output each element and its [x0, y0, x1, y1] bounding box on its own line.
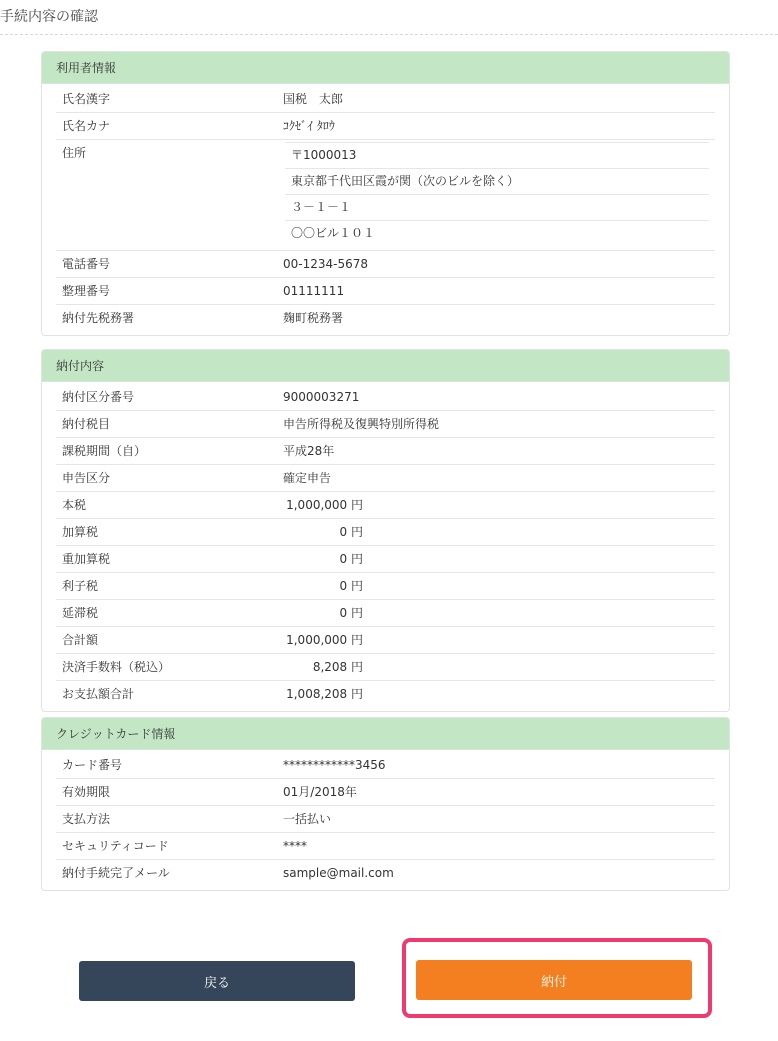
info-row: [56, 806, 715, 833]
info-row: [56, 860, 715, 886]
row-label: 住所: [62, 146, 87, 160]
info-row: [56, 681, 715, 707]
row-label: セキュリティコード: [62, 839, 169, 853]
row-value: 01月/2018年: [283, 785, 357, 799]
info-row: [56, 654, 715, 681]
row-value: [283, 627, 715, 653]
info-row: [56, 519, 715, 546]
address-block: [283, 140, 715, 250]
row-label: 加算税: [62, 525, 99, 539]
row-label: 利子税: [62, 579, 99, 593]
user-info-header: 利用者情報: [42, 52, 729, 84]
amount-value: 1,008,208 円: [286, 687, 363, 701]
amount-value: 0 円: [339, 579, 363, 593]
row-value: ************3456: [283, 758, 386, 772]
row-value: [283, 654, 715, 680]
info-row: [56, 627, 715, 654]
row-label: 決済手数料（税込）: [62, 660, 171, 674]
info-row: [56, 305, 715, 331]
row-label: 延滞税: [62, 606, 99, 620]
row-label: 氏名カナ: [62, 119, 111, 133]
row-value: 平成28年: [283, 444, 335, 458]
row-value: sample@mail.com: [283, 866, 394, 880]
info-row: [56, 546, 715, 573]
row-value: [283, 600, 715, 626]
info-row: [56, 465, 715, 492]
info-row: [56, 411, 715, 438]
info-row: [56, 278, 715, 305]
amount-value: 8,208 円: [312, 660, 363, 674]
row-value: 申告所得税及復興特別所得税: [283, 417, 440, 431]
row-label: 申告区分: [62, 471, 111, 485]
phone-value: 00-1234-5678: [283, 257, 369, 271]
row-label: 合計額: [62, 633, 99, 647]
row-value: 9000003271: [283, 390, 360, 404]
row-label: カード番号: [62, 758, 123, 772]
title-divider: [0, 34, 778, 35]
amount-value: 1,000,000 円: [286, 498, 363, 512]
row-value: 一括払い: [283, 812, 332, 826]
payment-panel: [41, 349, 730, 712]
row-label: 電話番号: [62, 257, 111, 271]
row-label: 納付税目: [62, 417, 111, 431]
row-value: [283, 681, 715, 707]
row-label: お支払額合計: [62, 687, 135, 701]
card-panel: [41, 717, 730, 891]
amount-value: 0 円: [339, 525, 363, 539]
amount-value: 0 円: [339, 606, 363, 620]
address-line: 東京都千代田区霞が関（次のビルを除く）: [285, 169, 709, 195]
row-label: 整理番号: [62, 284, 111, 298]
info-row: [56, 779, 715, 806]
info-row: [56, 752, 715, 779]
row-value: 確定申告: [283, 471, 332, 485]
info-row: [56, 251, 715, 278]
address-line: 〒1000013: [285, 142, 709, 169]
pay-button[interactable]: 納付: [416, 960, 692, 1000]
address-line: ３－１－１: [285, 195, 709, 221]
row-label: 課税期間（自）: [62, 444, 147, 458]
row-label: 氏名漢字: [62, 92, 111, 106]
page-title: 手続内容の確認: [0, 9, 98, 25]
name-kanji-value: 国税 太郎: [283, 92, 344, 106]
info-row: [56, 86, 715, 113]
row-value: [283, 519, 715, 545]
ref-value: 01111111: [283, 284, 345, 298]
row-label: 納付先税務署: [62, 311, 135, 325]
row-label: 本税: [62, 498, 87, 512]
info-row: [56, 573, 715, 600]
info-row: [56, 113, 715, 140]
row-label: 有効期限: [62, 785, 111, 799]
info-row: [56, 492, 715, 519]
user-info-panel: [41, 51, 730, 336]
row-label: 納付区分番号: [62, 390, 135, 404]
row-value: [283, 573, 715, 599]
payment-header: 納付内容: [42, 350, 729, 382]
name-kana-value: ｺｸｾﾞｲ ﾀﾛｳ: [283, 119, 335, 133]
address-line: 〇〇ビル１０１: [291, 226, 376, 240]
info-row: [56, 600, 715, 627]
row-label: 重加算税: [62, 552, 111, 566]
row-value: [283, 492, 715, 518]
back-button[interactable]: 戻る: [79, 961, 355, 1001]
info-row: [56, 140, 715, 251]
row-label: 支払方法: [62, 812, 111, 826]
row-value: [283, 546, 715, 572]
row-value: ****: [283, 839, 307, 853]
card-header: クレジットカード情報: [42, 718, 729, 750]
amount-value: 1,000,000 円: [286, 633, 363, 647]
info-row: [56, 438, 715, 465]
info-row: [56, 833, 715, 860]
office-value: 麹町税務署: [283, 311, 344, 325]
info-row: [56, 384, 715, 411]
amount-value: 0 円: [339, 552, 363, 566]
row-label: 納付手続完了メール: [62, 866, 170, 880]
